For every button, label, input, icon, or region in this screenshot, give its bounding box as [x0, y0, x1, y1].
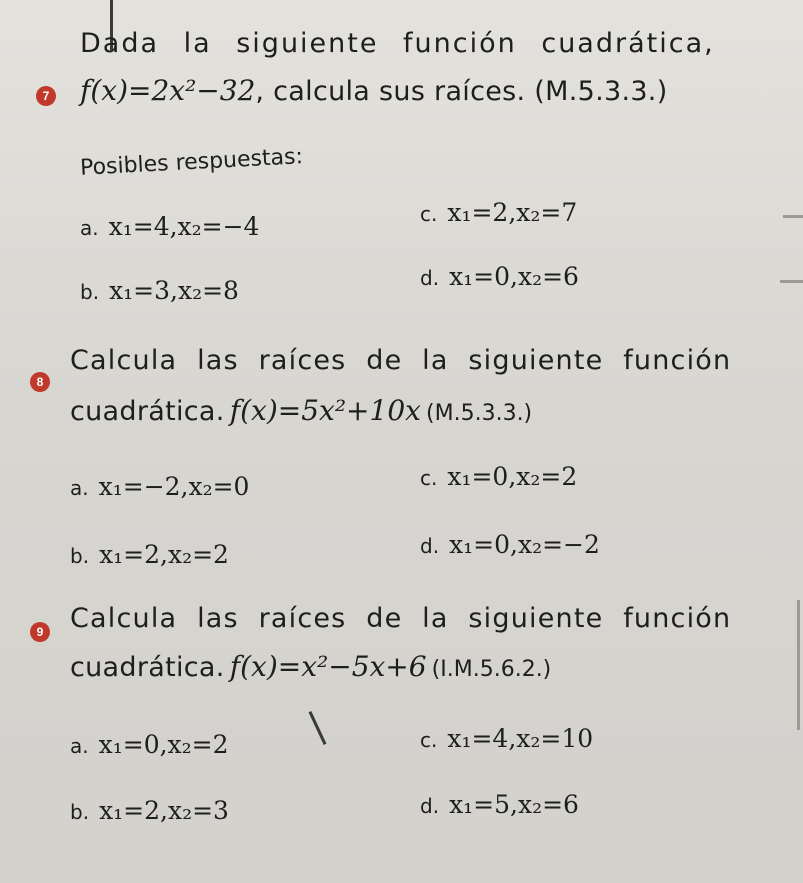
option-value: x₁=0,x₂=2	[447, 462, 578, 491]
answer-option[interactable]	[80, 276, 239, 305]
option-label: b.	[80, 280, 100, 304]
question-8-code: (M.5.3.3.)	[426, 401, 533, 426]
answer-option[interactable]	[420, 262, 579, 291]
answer-option[interactable]	[420, 790, 579, 819]
option-value: x₁=2,x₂=3	[99, 796, 229, 825]
answer-option[interactable]	[70, 472, 249, 501]
option-value: x₁=3,x₂=8	[109, 276, 239, 305]
question-7-text: , calcula sus raíces. (M.5.3.3.)	[255, 76, 668, 107]
option-value: x₁=4,x₂=−4	[108, 212, 260, 241]
question-8-text: cuadrática.	[70, 396, 225, 427]
option-value: x₁=−2,x₂=0	[98, 472, 250, 501]
answer-option[interactable]	[420, 198, 577, 227]
question-9-text: cuadrática.	[70, 652, 225, 683]
option-value: x₁=2,x₂=2	[99, 540, 229, 569]
option-value: x₁=5,x₂=6	[449, 790, 579, 819]
option-value: x₁=0,x₂=2	[98, 730, 229, 759]
option-value: x₁=0,x₂=6	[449, 262, 579, 291]
possible-answers-heading: Posibles respuestas:	[79, 144, 304, 181]
question-9-stem-line1: Calcula las raíces de la siguiente función	[70, 603, 732, 634]
option-label: a.	[70, 734, 89, 758]
answer-option[interactable]	[420, 462, 577, 491]
question-8-stem-line1: Calcula las raíces de la siguiente función	[70, 345, 732, 376]
question-8-function: f(x)=5x²+10x	[229, 394, 421, 427]
option-value: x₁=0,x₂=−2	[449, 530, 600, 559]
pen-stroke	[309, 711, 327, 745]
question-number-badge: 7	[36, 86, 56, 106]
option-label: d.	[420, 794, 440, 818]
answer-option[interactable]	[70, 730, 229, 759]
question-7-function: f(x)=2x²−32	[80, 74, 256, 107]
option-value: x₁=2,x₂=7	[447, 198, 578, 227]
option-label: c.	[420, 728, 438, 752]
option-value: x₁=4,x₂=10	[447, 724, 594, 753]
question-9-function: f(x)=x²−5x+6	[229, 650, 427, 683]
question-7-stem-line1: Dada la siguiente función cuadrática,	[80, 28, 715, 59]
answer-option[interactable]	[70, 796, 229, 825]
option-label: b.	[70, 800, 90, 824]
page-edge-line	[797, 600, 800, 730]
question-8-stem-line2	[70, 394, 532, 427]
question-7-stem-line2	[80, 74, 668, 107]
question-9-code: (I.M.5.6.2.)	[431, 657, 552, 682]
option-label: a.	[70, 476, 89, 500]
option-label: a.	[80, 216, 99, 240]
answer-option[interactable]	[420, 724, 593, 753]
question-number-badge: 8	[30, 372, 50, 392]
page-edge-line	[783, 215, 803, 218]
option-label: d.	[420, 266, 440, 290]
answer-option[interactable]	[70, 540, 229, 569]
option-label: c.	[420, 202, 438, 226]
question-number-badge: 9	[30, 622, 50, 642]
page-edge-line	[780, 280, 803, 283]
option-label: c.	[420, 466, 438, 490]
option-label: d.	[420, 534, 440, 558]
option-label: b.	[70, 544, 90, 568]
question-9-stem-line2	[70, 650, 551, 683]
answer-option[interactable]	[80, 212, 259, 241]
answer-option[interactable]	[420, 530, 600, 559]
